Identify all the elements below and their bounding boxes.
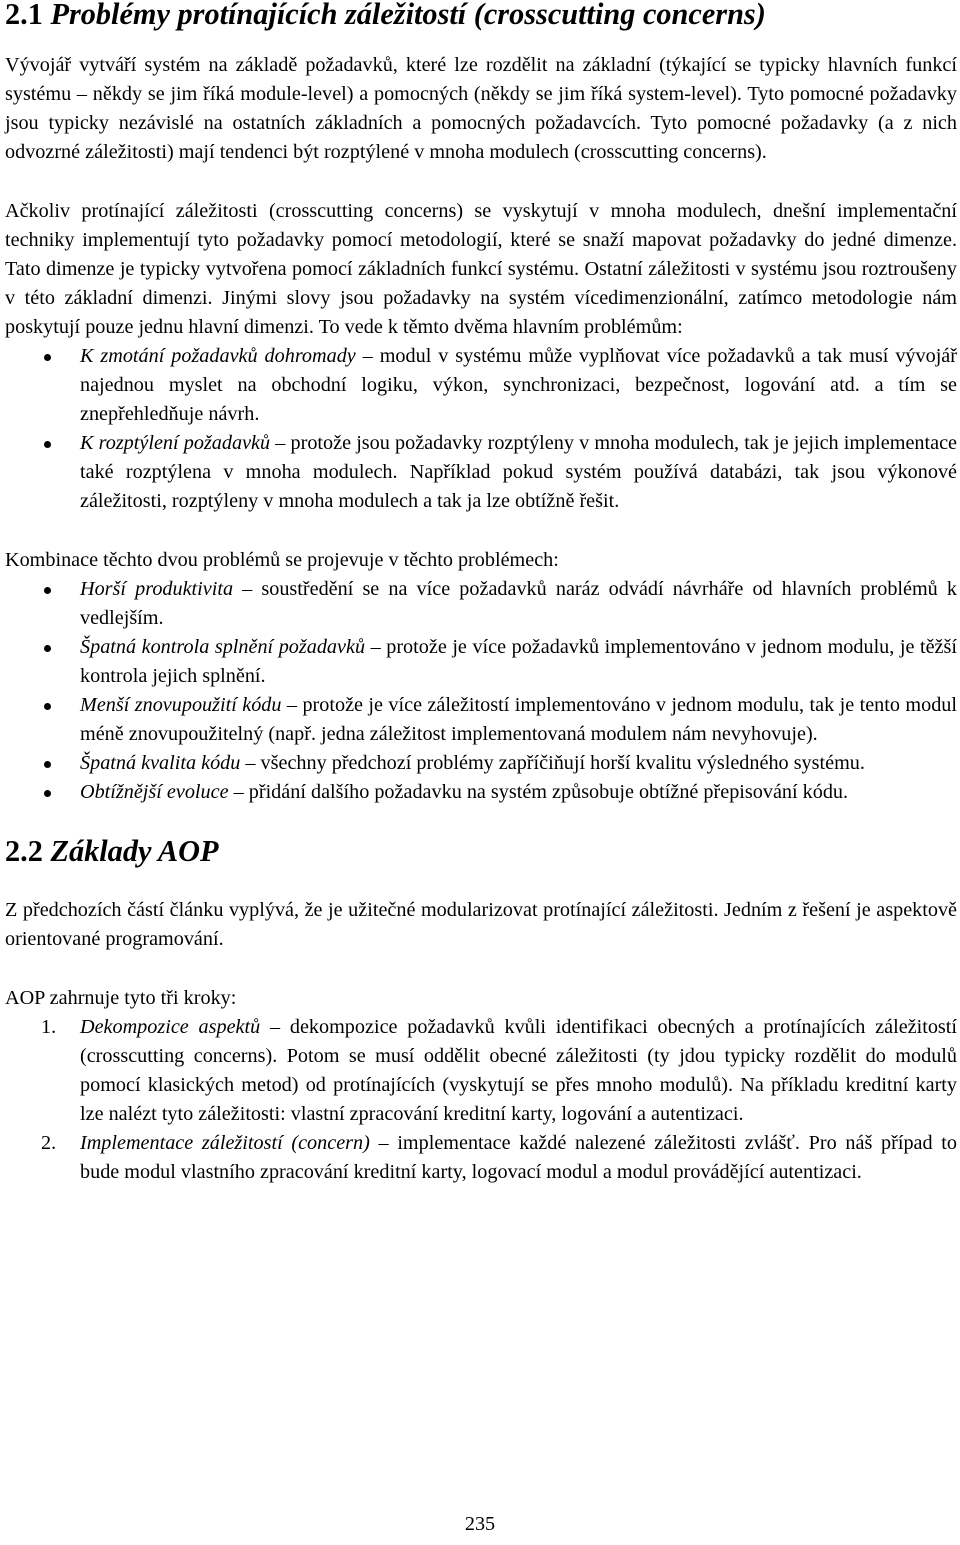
- list-item: [5, 778, 957, 807]
- paragraph-aop-steps-intro: AOP zahrnuje tyto tři kroky:: [5, 987, 237, 1009]
- bullet-icon: [44, 587, 51, 594]
- list-item-term: Špatná kontrola splnění požadavků: [80, 636, 366, 658]
- list-item: [5, 749, 957, 778]
- list-item-term: Implementace záležitostí (concern): [80, 1132, 370, 1154]
- list-item-term: Dekompozice aspektů: [80, 1016, 261, 1038]
- section-number: 2.1: [5, 0, 51, 31]
- paragraph-combination: Kombinace těchto dvou problémů se projevuje v těchto problémech:: [5, 549, 559, 571]
- list-item-text: – protože je více požadavků implementováno v jednom modulu, je těžší kontrola jejich splnění.: [80, 636, 957, 687]
- list-item-text: – protože je více záležitostí implementováno v jednom modulu, tak je tento modul méně znovupoužitelný (např. jedna záležitost implementovaná modulem nám nevyhovuje).: [80, 694, 957, 745]
- section-heading-2-1: [5, 0, 957, 29]
- paragraph-crosscutting: Ačkoliv protínající záležitosti (crosscutting concerns) se vyskytují v mnoha modulech, dnešní implementační techniky implementují tyto požadavky pomocí metodologií, které se snaží mapovat požadavky do jedné dimenze. Tato dimenze je typicky vytvořena pomocí základních funkcí systému. Ostatní záležitosti v systému jsou roztroušeny v této základní dimenzi. Jinými slovy jsou požadavky na systém vícedimenzionální, zatímco metodologie nám poskytují pouze jednu hlavní dimenzi. To vede k těmto dvěma hlavním problémům:: [5, 200, 957, 338]
- document-page: [5, 0, 957, 1187]
- list-item-term: K rozptýlení požadavků: [80, 432, 271, 454]
- list-item: [5, 633, 957, 691]
- list-item-text: – protože jsou požadavky rozptýleny v mnoha modulech, tak je jejich implementace také rozptýlena v mnoha modulech. Například pokud systém používá databázi, tak jsou výkonové záležitosti, rozptýleny v mnoha modulech a tak ja lze obtížně řešit.: [80, 432, 957, 512]
- list-item: [5, 575, 957, 633]
- list-item: [5, 429, 957, 516]
- paragraph-aop-intro: Z předchozích částí článku vyplývá, že je užitečné modularizovat protínající záležitosti. Jedním z řešení je aspektově orientované programování.: [5, 899, 957, 950]
- list-item-text: – přidání dalšího požadavku na systém způsobuje obtížné přepisování kódu.: [228, 781, 849, 803]
- section-title: Základy AOP: [50, 834, 219, 868]
- bullet-icon: [44, 761, 51, 768]
- list-item: [5, 342, 957, 429]
- bullet-icon: [44, 354, 51, 361]
- bullet-icon: [44, 645, 51, 652]
- list-item: [5, 1013, 957, 1129]
- list-item-number: 2.: [41, 1132, 57, 1154]
- list-item-term: Horší produktivita: [80, 578, 234, 600]
- problem-list: [5, 342, 957, 516]
- bullet-icon: [44, 441, 51, 448]
- consequence-list: [5, 575, 957, 807]
- list-item-term: Menší znovupoužití kódu: [80, 694, 282, 716]
- list-item-number: 1.: [41, 1016, 57, 1038]
- section-heading-2-2: [5, 834, 957, 868]
- section-title: Problémy protínajících záležitostí (crosscutting concerns): [50, 0, 766, 31]
- list-item-text: – všechny předchozí problémy zapříčiňují horší kvalitu výsledného systému.: [240, 752, 865, 774]
- list-item-text: – soustředění se na více požadavků naráz odvádí návrháře od hlavních problémů k vedlejším.: [80, 578, 957, 629]
- section-number: 2.2: [5, 834, 51, 868]
- list-item-text: – modul v systému může vyplňovat více požadavků a tak musí vývojář najednou myslet na obchodní logiku, výkon, synchronizaci, bezpečnost, logování atd. a tím se znepřehledňuje návrh.: [80, 345, 957, 425]
- list-item-text: – dekompozice požadavků kvůli identifikaci obecných a protínajících záležitostí (crosscutting concerns). Potom se musí oddělit obecné záležitosti (ty jdou typicky rozdělit do modulů pomocí klasických metod) od protínajících (vyskytují se přes mnoho modulů). Na příkladu kreditní karty lze nalézt tyto záležitosti: vlastní zpracování kreditní karty, logování a autentizaci.: [80, 1016, 957, 1125]
- list-item-text: – implementace každé nalezené záležitosti zvlášť. Pro náš případ to bude modul vlastního zpracování kreditní karty, logovací modul a modul provádějící autentizaci.: [80, 1132, 957, 1183]
- page-number: 235: [464, 1513, 496, 1535]
- paragraph-requirements: Vývojář vytváří systém na základě požadavků, které lze rozdělit na základní (týkající se typicky hlavních funkcí systému – někdy se jim říká module-level) a pomocných (někdy se jim říká system-level). Tyto pomocné požadavky jsou typicky nezávislé na ostatních základních a pomocných požadavcích. Tyto pomocné požadavky (a z nich odvozrné záležitosti) mají tendenci být rozptýlené v mnoha modulech (crosscutting concerns).: [5, 54, 957, 163]
- list-item: [5, 691, 957, 749]
- list-item: [5, 1129, 957, 1187]
- list-item-term: Obtížnější evoluce: [80, 781, 229, 803]
- aop-steps-list: [5, 1013, 957, 1187]
- bullet-icon: [44, 790, 51, 797]
- list-item-term: Špatná kvalita kódu: [80, 752, 241, 774]
- list-item-term: K zmotání požadavků dohromady: [80, 345, 356, 367]
- bullet-icon: [44, 703, 51, 710]
